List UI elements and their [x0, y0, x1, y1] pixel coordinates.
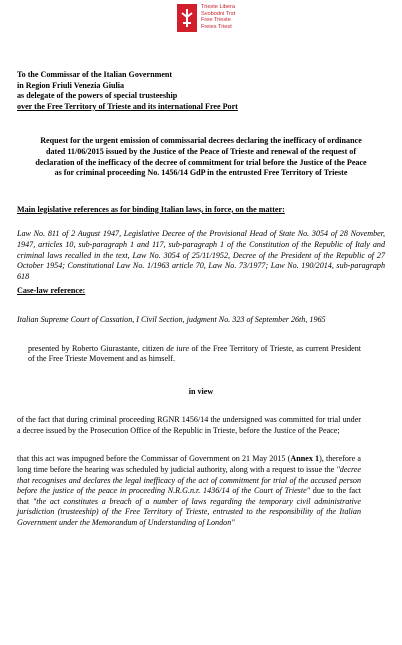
logo-line: Freies Triest — [201, 23, 232, 30]
letter-body — [17, 70, 385, 529]
header-logo — [177, 4, 235, 32]
recipient-block — [17, 70, 385, 112]
recipient-line: To the Commissar of the Italian Government — [17, 70, 173, 79]
quoted-request: "decree that recognises and declares the legal inefficacy of the act of commitment for trial of the accused person before the justice of the peace in proceeding N.R.G.n.r. 1436/14 of the Court of Trieste" — [17, 465, 361, 496]
annex-reference: Annex 1 — [290, 454, 320, 464]
presented-text: presented by Roberto Giurastante, citizen — [28, 343, 167, 353]
paragraph-impugned — [17, 454, 385, 528]
recipient-line: over the Free Territory of Trieste and its international Free Port — [17, 101, 238, 111]
presented-text: of the Free Territory of Trieste, as current President of the Free Trieste Movement and as himself. — [28, 343, 362, 364]
logo-line: Trieste Libera — [201, 4, 235, 10]
caselaw-text: Italian Supreme Court of Cassation, I Civil Section, judgment No. 323 of September 26th, 1965 — [17, 314, 326, 324]
logo-line: Free Trieste — [201, 17, 231, 24]
in-view-heading: in view — [188, 386, 214, 396]
red-emblem-icon — [177, 4, 197, 32]
presented-italic: de iure — [166, 343, 190, 353]
quoted-reason: "the act constitutes a breach of a number of laws regarding the temporary civil administrative jurisdiction (trusteeship) of the Free Territory of Trieste, entrusted to the responsibility of the Italian Government under the Memorandum of Understanding of London" — [17, 496, 361, 528]
presented-by-paragraph — [17, 344, 385, 365]
legislative-references-title: Main legislative references as for binding Italian laws, in force, on the matter: — [17, 204, 285, 214]
para-text: that this act was impugned before the Commissar of Government on 21 May 2015 ( — [17, 454, 291, 464]
paragraph-fact: of the fact that during criminal proceeding RGNR 1456/14 the undersigned was committed for trial under a decree issued by the Prosecution Office of the Republic in Trieste, before the Justice of the Peace; — [17, 415, 361, 435]
logo-line: Svobodni Trst — [201, 10, 236, 17]
recipient-line: in Region Friuli Venezia Giulia — [17, 80, 125, 90]
para-text: ), therefore a long time before the hearing was scheduled by judicial authority, along with a request to issue the — [17, 454, 361, 475]
recipient-line: as delegate of the powers of special trusteeship — [17, 91, 178, 101]
request-title: Request for the urgent emission of commissarial decrees declaring the inefficacy of ordinance dated 11/06/2015 issued by the Justice of the Peace of Trieste and renewal of the request of declaration of the inefficacy of the decree of commitment for trial before the Justice of the Peace as for criminal proceeding No. 1456/14 GdP in the entrusted Free Territory of Trieste — [35, 136, 367, 178]
para-text: due to the fact that — [17, 486, 361, 506]
caselaw-title: Case-law reference: — [17, 286, 86, 296]
logo-text — [201, 4, 235, 30]
legislative-references-text: Law No. 811 of 2 August 1947, Legislative Decree of the Provisional Head of State No. 3054 of 28 November, 1947, articles 10, sub-paragraph 1 and 117, sub-paragraph 1 of the Constitution of the Republic of Italy and criminal laws recalled in the text, Law No. 3054 of 25/11/1952, Decree of the President of the Republic of 27 October 1954; Constitutional Law No. 1/1963 article 70, Law No. 73/1977; Law No. 190/2014, sub-paragraph 618 — [17, 229, 385, 281]
